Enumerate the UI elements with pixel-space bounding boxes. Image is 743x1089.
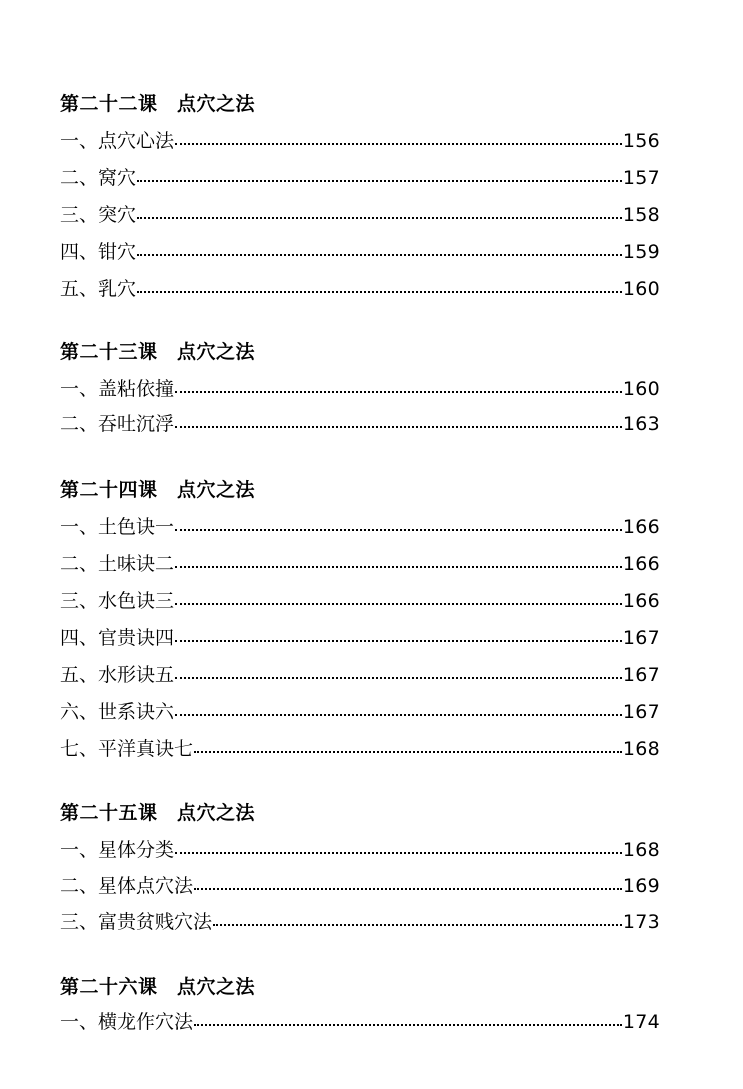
- dot-leader: [175, 426, 622, 428]
- chapter-title: 第二十二课 点穴之法: [60, 93, 256, 115]
- toc-entry[interactable]: [60, 515, 660, 539]
- dot-leader: [175, 714, 622, 716]
- entry-label: 三、水色诀三: [60, 590, 175, 612]
- entry-page-number: 167: [622, 701, 660, 723]
- entry-page-number: 157: [622, 167, 660, 189]
- toc-entry[interactable]: [60, 129, 660, 153]
- entry-page-number: 160: [622, 378, 660, 400]
- toc-entry[interactable]: [60, 277, 660, 301]
- entry-page-number: 168: [622, 839, 660, 861]
- dot-leader: [175, 391, 622, 393]
- toc-entry[interactable]: [60, 910, 660, 934]
- chapter-title: 第二十六课 点穴之法: [60, 976, 256, 998]
- entry-label: 三、突穴: [60, 204, 137, 226]
- entry-label: 二、吞吐沉浮: [60, 413, 175, 435]
- dot-leader: [213, 924, 622, 926]
- entry-page-number: 160: [622, 278, 660, 300]
- toc-section-25: [60, 801, 660, 934]
- entry-page-number: 173: [622, 911, 660, 933]
- entry-page-number: 167: [622, 664, 660, 686]
- toc-entry[interactable]: [60, 240, 660, 264]
- toc-section-23: [60, 340, 660, 436]
- toc-section-26: [60, 975, 660, 1034]
- entry-page-number: 159: [622, 241, 660, 263]
- entry-label: 一、土色诀一: [60, 516, 175, 538]
- entry-label: 一、点穴心法: [60, 130, 175, 152]
- dot-leader: [194, 751, 622, 753]
- entry-page-number: 168: [622, 738, 660, 760]
- toc-section-24: [60, 478, 660, 761]
- dot-leader: [175, 677, 622, 679]
- entry-label: 四、钳穴: [60, 241, 137, 263]
- dot-leader: [194, 1024, 622, 1026]
- entry-page-number: 166: [622, 553, 660, 575]
- entry-label: 七、平洋真诀七: [60, 738, 194, 760]
- entry-label: 五、乳穴: [60, 278, 137, 300]
- entry-label: 一、横龙作穴法: [60, 1011, 194, 1033]
- dot-leader: [175, 603, 622, 605]
- entry-label: 一、盖粘依撞: [60, 378, 175, 400]
- entry-label: 五、水形诀五: [60, 664, 175, 686]
- toc-entry[interactable]: [60, 203, 660, 227]
- entry-page-number: 163: [622, 413, 660, 435]
- entry-page-number: 166: [622, 516, 660, 538]
- toc-entry[interactable]: [60, 589, 660, 613]
- toc-entry[interactable]: [60, 412, 660, 436]
- toc-entry[interactable]: [60, 1010, 660, 1034]
- entry-page-number: 166: [622, 590, 660, 612]
- toc-entry[interactable]: [60, 166, 660, 190]
- dot-leader: [175, 852, 622, 854]
- entry-label: 四、官贵诀四: [60, 627, 175, 649]
- dot-leader: [137, 180, 622, 182]
- toc-entry[interactable]: [60, 700, 660, 724]
- entry-page-number: 167: [622, 627, 660, 649]
- toc-entry[interactable]: [60, 737, 660, 761]
- entry-page-number: 156: [622, 130, 660, 152]
- entry-label: 六、世系诀六: [60, 701, 175, 723]
- toc-entry[interactable]: [60, 626, 660, 650]
- entry-label: 二、窝穴: [60, 167, 137, 189]
- chapter-title: 第二十三课 点穴之法: [60, 341, 256, 363]
- toc-entry[interactable]: [60, 838, 660, 862]
- chapter-title: 第二十五课 点穴之法: [60, 802, 256, 824]
- toc-entry[interactable]: [60, 377, 660, 401]
- toc-section-22: [60, 92, 660, 301]
- entry-label: 二、土味诀二: [60, 553, 175, 575]
- toc-entry[interactable]: [60, 874, 660, 898]
- dot-leader: [137, 291, 622, 293]
- entry-page-number: 158: [622, 204, 660, 226]
- dot-leader: [175, 529, 622, 531]
- chapter-title: 第二十四课 点穴之法: [60, 479, 256, 501]
- entry-label: 一、星体分类: [60, 839, 175, 861]
- dot-leader: [175, 640, 622, 642]
- entry-label: 二、星体点穴法: [60, 875, 194, 897]
- dot-leader: [194, 888, 622, 890]
- entry-page-number: 169: [622, 875, 660, 897]
- toc-entry[interactable]: [60, 552, 660, 576]
- dot-leader: [175, 566, 622, 568]
- dot-leader: [137, 217, 622, 219]
- entry-label: 三、富贵贫贱穴法: [60, 911, 213, 933]
- toc-entry[interactable]: [60, 663, 660, 687]
- entry-page-number: 174: [622, 1011, 660, 1033]
- dot-leader: [175, 143, 622, 145]
- dot-leader: [137, 254, 622, 256]
